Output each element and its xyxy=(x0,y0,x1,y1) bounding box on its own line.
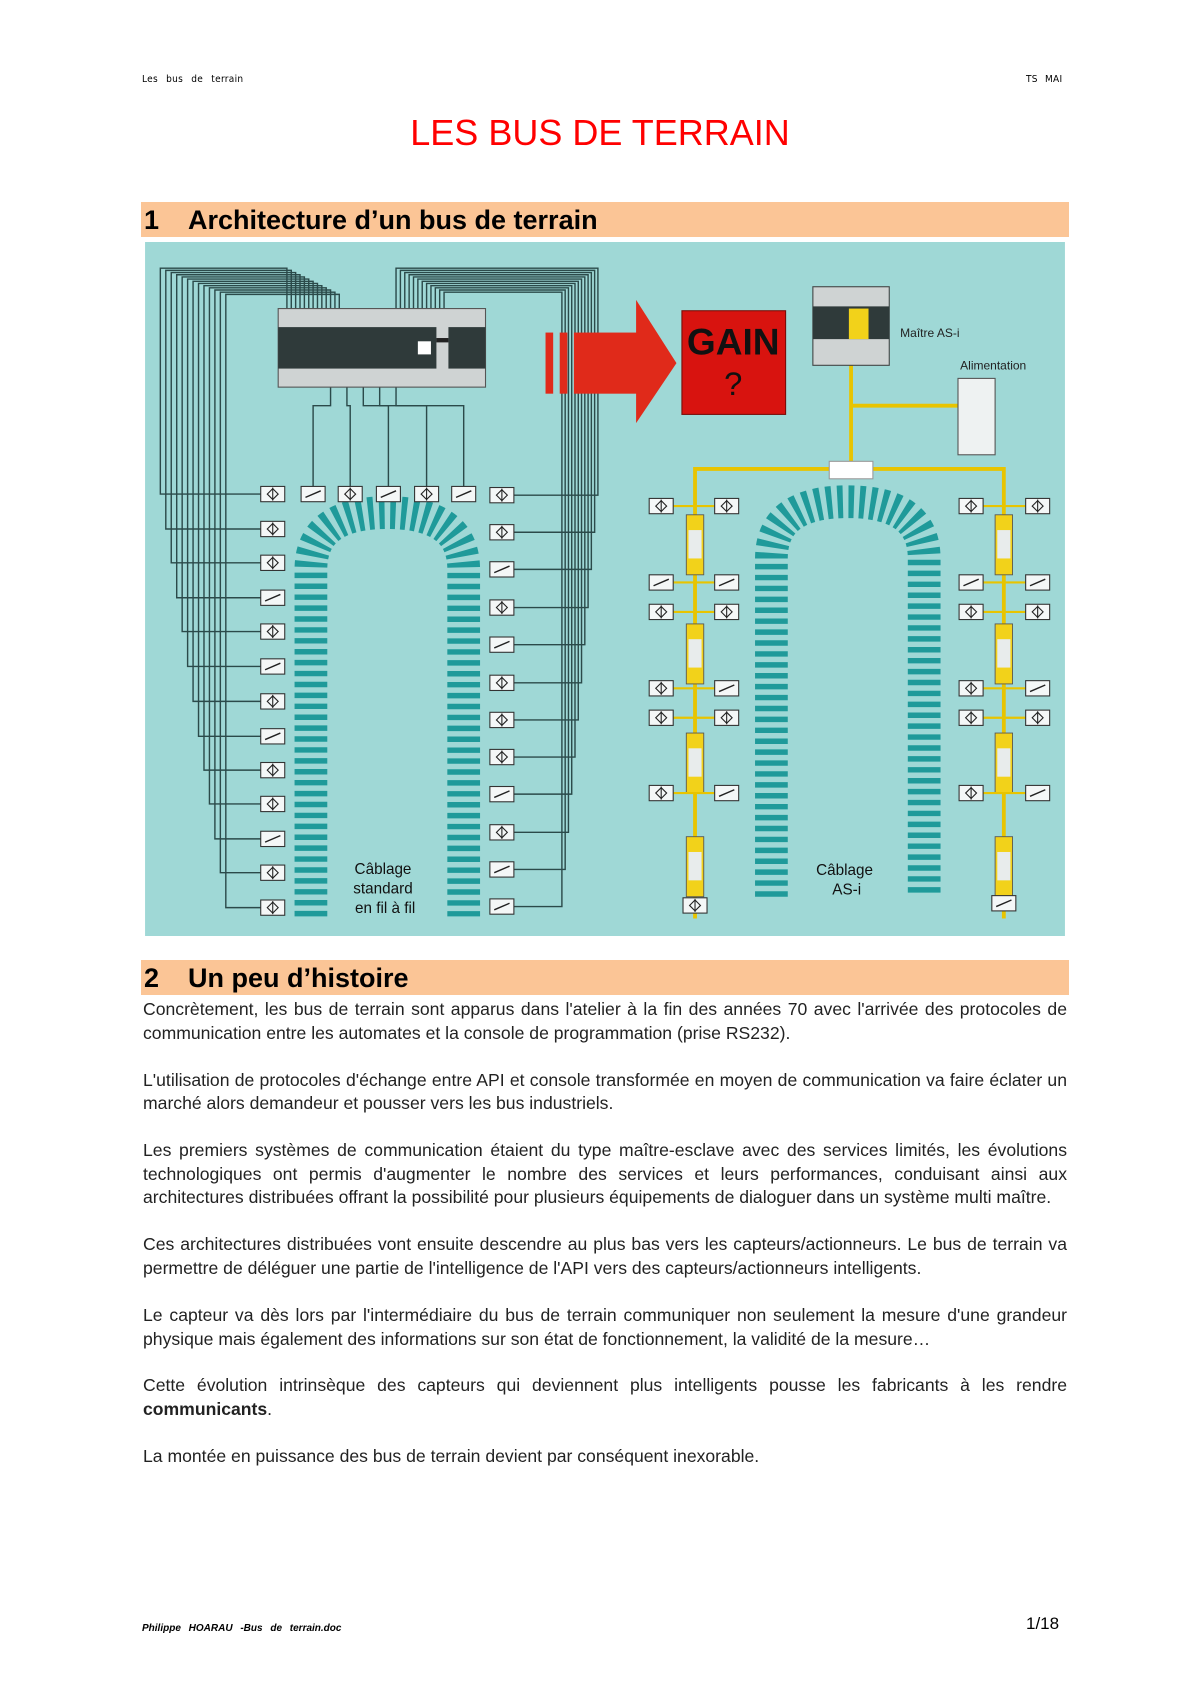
proximity-sensor-icon xyxy=(490,675,514,690)
proximity-sensor-icon xyxy=(1026,604,1050,619)
proximity-sensor-icon xyxy=(261,900,285,915)
asi-slave-module-icon xyxy=(995,515,1012,575)
document-title: LES BUS DE TERRAIN xyxy=(410,112,790,153)
proximity-sensor-icon xyxy=(649,604,673,619)
proximity-sensor-icon xyxy=(490,749,514,764)
proximity-sensor-icon xyxy=(715,710,739,725)
switch-icon xyxy=(301,486,325,501)
proximity-sensor-icon xyxy=(261,486,285,501)
switch-icon xyxy=(715,681,739,696)
proximity-sensor-icon xyxy=(261,624,285,639)
proximity-sensor-icon xyxy=(715,498,739,513)
proximity-sensor-icon xyxy=(490,712,514,727)
paragraph: La montée en puissance des bus de terrain devient par conséquent inexorable. xyxy=(143,1446,760,1467)
proximity-sensor-icon xyxy=(649,785,673,800)
proximity-sensor-icon xyxy=(261,865,285,880)
proximity-sensor-icon xyxy=(959,710,983,725)
proximity-sensor-icon xyxy=(261,796,285,811)
text-run: Cette évolution intrinsèque des capteurs qui deviennent plus intelligents pousse les fabricants à les rendre xyxy=(143,1375,1067,1396)
switch-icon xyxy=(715,575,739,590)
switch-icon xyxy=(376,486,400,501)
asi-slave-module-icon xyxy=(995,624,1012,684)
switch-icon xyxy=(490,899,514,914)
proximity-sensor-icon xyxy=(959,785,983,800)
proximity-sensor-icon xyxy=(490,488,514,503)
paragraph: Ces architectures distribuées vont ensuite descendre au plus bas vers les capteurs/actionneurs. Le bus de terrain va permettre de déléguer une partie de l'intelligence de l'API vers des capteurs/actionneurs intelligents. xyxy=(143,1234,1067,1278)
switch-icon xyxy=(715,785,739,800)
asi-slave-module-icon xyxy=(995,733,1012,793)
right-caption: Câblage AS-i xyxy=(816,861,874,899)
proximity-sensor-icon xyxy=(338,486,362,501)
paragraph xyxy=(143,1374,1067,1421)
asi-slave-module-icon xyxy=(686,837,703,897)
switch-icon xyxy=(490,562,514,577)
proximity-sensor-icon xyxy=(490,825,514,840)
proximity-sensor-icon xyxy=(959,604,983,619)
switch-icon xyxy=(1026,681,1050,696)
switch-icon xyxy=(1026,575,1050,590)
emphasis: communicants xyxy=(143,1399,268,1420)
proximity-sensor-icon xyxy=(261,555,285,570)
switch-icon xyxy=(490,637,514,652)
proximity-sensor-icon xyxy=(261,521,285,536)
text-run: . xyxy=(267,1399,273,1420)
proximity-sensor-icon xyxy=(959,681,983,696)
proximity-sensor-icon xyxy=(490,600,514,615)
switch-icon xyxy=(261,729,285,744)
proximity-sensor-icon xyxy=(261,763,285,778)
switch-icon xyxy=(261,590,285,605)
switch-icon xyxy=(261,659,285,674)
proximity-sensor-icon xyxy=(415,486,439,501)
asi-slave-module-icon xyxy=(686,515,703,575)
switch-icon xyxy=(490,862,514,877)
section-heading-1 xyxy=(141,202,1069,237)
left-caption: Câblage standard en fil à fil xyxy=(353,860,416,918)
footer-author: Philippe HOARAU -Bus de terrain.doc xyxy=(142,1623,342,1634)
running-header-class: TS MAI xyxy=(1026,74,1063,85)
fieldbus-architecture-figure xyxy=(145,242,1065,936)
proximity-sensor-icon xyxy=(715,604,739,619)
switch-icon xyxy=(490,787,514,802)
asi-master-label: Maître AS-i xyxy=(900,325,960,340)
proximity-sensor-icon xyxy=(649,498,673,513)
section-title: Architecture d’un bus de terrain xyxy=(188,205,598,235)
proximity-sensor-icon xyxy=(683,898,707,913)
section-number: 2 xyxy=(144,963,160,993)
switch-icon xyxy=(261,831,285,846)
switch-icon xyxy=(992,896,1016,911)
proximity-sensor-icon xyxy=(490,525,514,540)
asi-slave-module-icon xyxy=(686,624,703,684)
proximity-sensor-icon xyxy=(1026,710,1050,725)
section-title: Un peu d’histoire xyxy=(188,963,409,993)
switch-icon xyxy=(1026,785,1050,800)
asi-master-icon xyxy=(813,287,889,366)
proximity-sensor-icon xyxy=(649,681,673,696)
power-supply-label: Alimentation xyxy=(960,358,1027,373)
gain-label: GAIN xyxy=(686,320,780,363)
running-header-title: Les bus de terrain xyxy=(142,74,244,85)
switch-icon xyxy=(452,486,476,501)
power-supply-icon xyxy=(958,378,995,454)
asi-repeater-box xyxy=(829,461,873,478)
proximity-sensor-icon xyxy=(1026,498,1050,513)
proximity-sensor-icon xyxy=(649,710,673,725)
switch-icon xyxy=(959,575,983,590)
asi-slave-module-icon xyxy=(995,837,1012,897)
proximity-sensor-icon xyxy=(261,694,285,709)
section-heading-2 xyxy=(141,960,1069,995)
history-body xyxy=(143,998,1067,1492)
proximity-sensor-icon xyxy=(959,498,983,513)
paragraph: L'utilisation de protocoles d'échange entre API et console transformée en moyen de communication va faire éclater un marché alors demandeur et pousser vers les bus industriels. xyxy=(143,1069,1067,1114)
asi-slave-module-icon xyxy=(686,733,703,793)
paragraph: Concrètement, les bus de terrain sont apparus dans l'atelier à la fin des années 70 avec l'arrivée des protocoles de communication entre les automates et la console de programmation (prise RS232). xyxy=(143,999,1067,1043)
page-number: 1/18 xyxy=(1026,1614,1060,1633)
paragraph: Le capteur va dès lors par l'intermédiaire du bus de terrain communiquer non seulement la mesure d'une grandeur physique mais également des informations sur son état de fonctionnement, la validité de la mesure… xyxy=(143,1304,1067,1349)
switch-icon xyxy=(649,575,673,590)
plc-rack-icon xyxy=(278,309,485,388)
section-number: 1 xyxy=(144,205,160,235)
paragraph: Les premiers systèmes de communication étaient du type maître-esclave avec des services limités, les évolutions technologiques ont permis d'augmenter le nombre des services et leurs performances, conduisant ainsi aux architectures distribuées offrant la possibilité pour plusieurs équipements de dialoguer dans un système multi maître. xyxy=(143,1140,1067,1208)
gain-question: ? xyxy=(724,364,743,402)
